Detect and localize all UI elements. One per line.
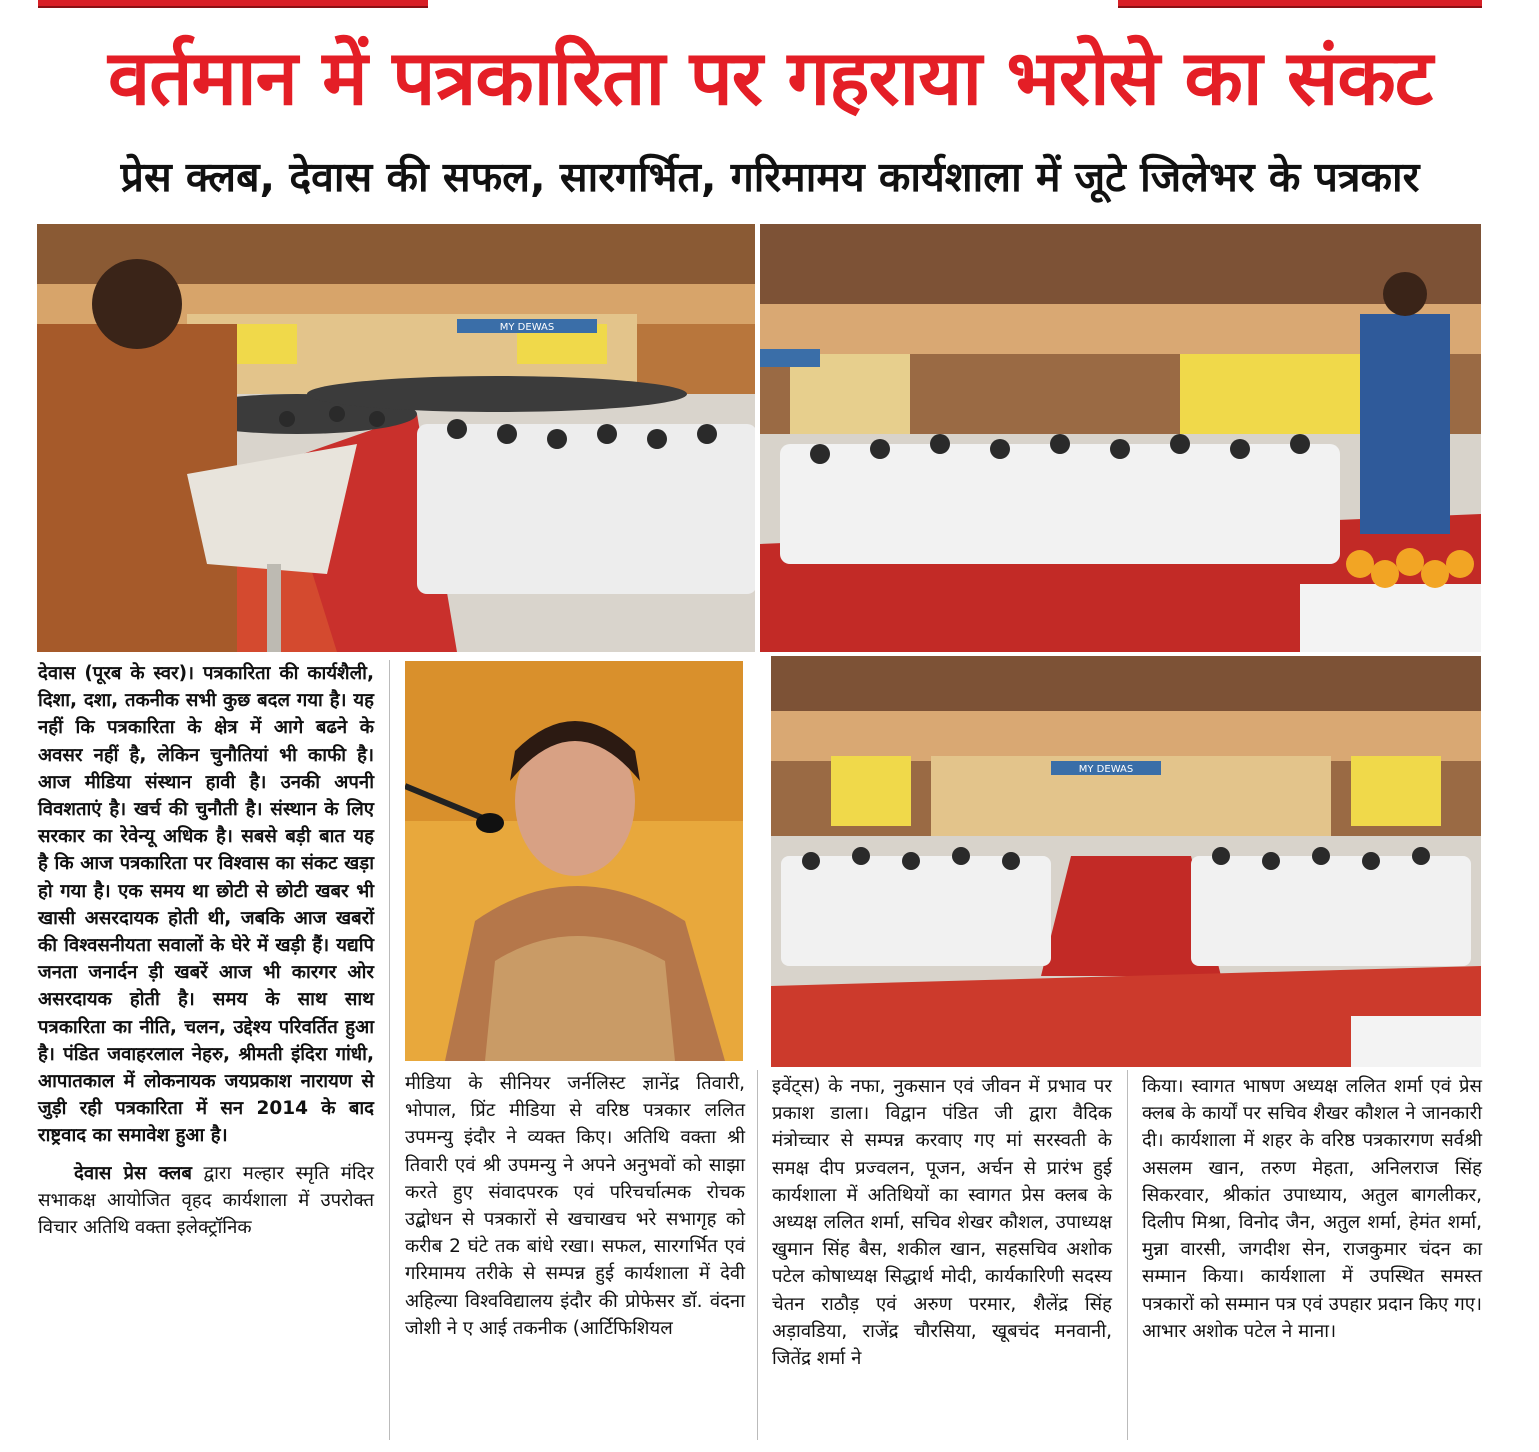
article-column-2-text: मीडिया के सीनियर जर्नलिस्ट ज्ञानेंद्र तिवारी, भोपाल, प्रिंट मीडिया से वरिष्ठ पत्रकार ललित उपमन्यु इंदौर ने व्यक्त किए। अतिथि वक्ता श्री तिवारी एवं श्री उपमन्यु ने अपने अनुभवों को साझा करते हुए संवादपरक एवं परिचर्चात्मक रोचक उद्बोधन से पत्रकारों से खचाखच भरे सभागृह को करीब 2 घंटे तक बांधे रखा। सफल, सारगर्भित एवं गरिमामय तरीके से सम्पन्न हुई कार्यशाला में देवी अहिल्या विश्वविद्यालय इंदौर की प्रोफेसर डॉ. वंदना जोशी ने ए आई तकनीक (आर्टिफिशियल	[405, 1073, 745, 1339]
top-rule-right	[1118, 0, 1482, 8]
column-divider-1	[389, 660, 390, 1440]
article-column-2	[405, 1070, 745, 1342]
article-column-4	[1142, 1073, 1482, 1345]
article-para-2	[38, 1160, 374, 1242]
article-column-3-text: इवेंट्स) के नफा, नुकसान एवं जीवन में प्रभाव पर प्रकाश डाला। विद्वान पंडित जी द्वारा वैदिक मंत्रोच्चार से सम्पन्न करवाए गए मां सरस्वती के समक्ष दीप प्रज्वलन, पूजन, अर्चन से प्रारंभ हुई कार्यशाला में अतिथियों का स्वागत प्रेस क्लब के अध्यक्ष ललित शर्मा, सचिव शेखर कौशल, उपाध्यक्ष खुमान सिंह बैस, शकील खान, सहसचिव अशोक पटेल कोषाध्यक्ष सिद्धार्थ मोदी, कार्यकारिणी सदस्य चेतन राठौड़ एवं अरुण परमार, शैलेंद्र सिंह अड़ावडिया, राजेंद्र चौरसिया, खूबचंद मनवानी, जितेंद्र शर्मा ने	[772, 1076, 1112, 1370]
article-column-1	[38, 660, 374, 1241]
article-column-3	[772, 1073, 1112, 1372]
photo-audience-hall	[771, 656, 1481, 1067]
column-divider-3	[1127, 1070, 1128, 1440]
article-para-2-text: द्वारा मल्हार स्मृति मंदिर सभाकक्ष आयोजित वृहद कार्यशाला में उपरोक्त विचार अतिथि वक्ता इलेक्ट्रॉनिक	[38, 1162, 374, 1239]
article-para-1: देवास (पूरब के स्वर)। पत्रकारिता की कार्यशैली, दिशा, दशा, तकनीक सभी कुछ बदल गया है। यह नहीं कि पत्रकारिता के क्षेत्र में आगे बढने के अवसर नहीं है, लेकिन चुनौतियां भी काफी है। आज मीडिया संस्थान हावी है। उनकी अपनी विवशताएं है। खर्च की चुनौती है। संस्थान के लिए सरकार का रेवेन्यू अधिक है। सबसे बड़ी बात यह है कि आज पत्रकारिता पर विश्वास का संकट खड़ा हो गया है। एक समय था छोटी से छोटी खबर भी खासी असरदायक होती थी, जबकि आज खबरों की विश्वसनीयता सवालों के घेरे में खड़ी हैं। यद्यपि जनता जनार्दन ड़ी खबरें आज भी कारगर ओर असरदायक होती है। समय के साथ साथ पत्रकारिता का नीति, चलन, उद्देश्य परिवर्तित हुआ है। पंडित जवाहरलाल नेहरु, श्रीमती इंदिरा गांधी, आपातकाल में लोकनायक जयप्रकाश नारायण से जुड़ी रही पत्रकारिता में सन 2014 के बाद राष्ट्रवाद का समावेश हुआ है।	[38, 663, 374, 1147]
column-divider-2	[757, 1070, 758, 1440]
photo-speaker-lectern	[37, 224, 755, 652]
hall-sign-text-2: MY DEWAS	[1078, 764, 1134, 775]
photo-woman-speaker	[405, 661, 743, 1061]
subheadline: प्रेस क्लब, देवास की सफल, सारगर्भित, गरिमामय कार्यशाला में जूटे जिलेभर के पत्रकार	[120, 153, 1420, 201]
photo-speaker-standing	[760, 224, 1481, 652]
article-para-2-lead: देवास प्रेस क्लब	[74, 1162, 192, 1184]
article-column-4-text: किया। स्वागत भाषण अध्यक्ष ललित शर्मा एवं प्रेस क्लब के कार्यों पर सचिव शैखर कौशल ने जानकारी दी। कार्यशाला में शहर के वरिष्ठ पत्रकारगण सर्वश्री असलम खान, तरुण मेहता, अनिलराज सिंह सिकरवार, श्रीकांत उपाध्याय, अतुल बागलीकर, दिलीप मिश्रा, विनोद जैन, अतुल शर्मा, हेमंत शर्मा, मुन्ना वारसी, जगदीश सेन, राजकुमार चंदन का सम्मान किया। कार्यशाला में उपस्थित समस्त पत्रकारों को सम्मान पत्र एवं उपहार प्रदान किए गए। आभार अशोक पटेल ने माना।	[1142, 1076, 1482, 1342]
hall-sign-text: MY DEWAS	[499, 322, 555, 333]
top-rule-left	[38, 0, 428, 8]
headline: वर्तमान में पत्रकारिता पर गहराया भरोसे का संकट	[107, 33, 1433, 122]
